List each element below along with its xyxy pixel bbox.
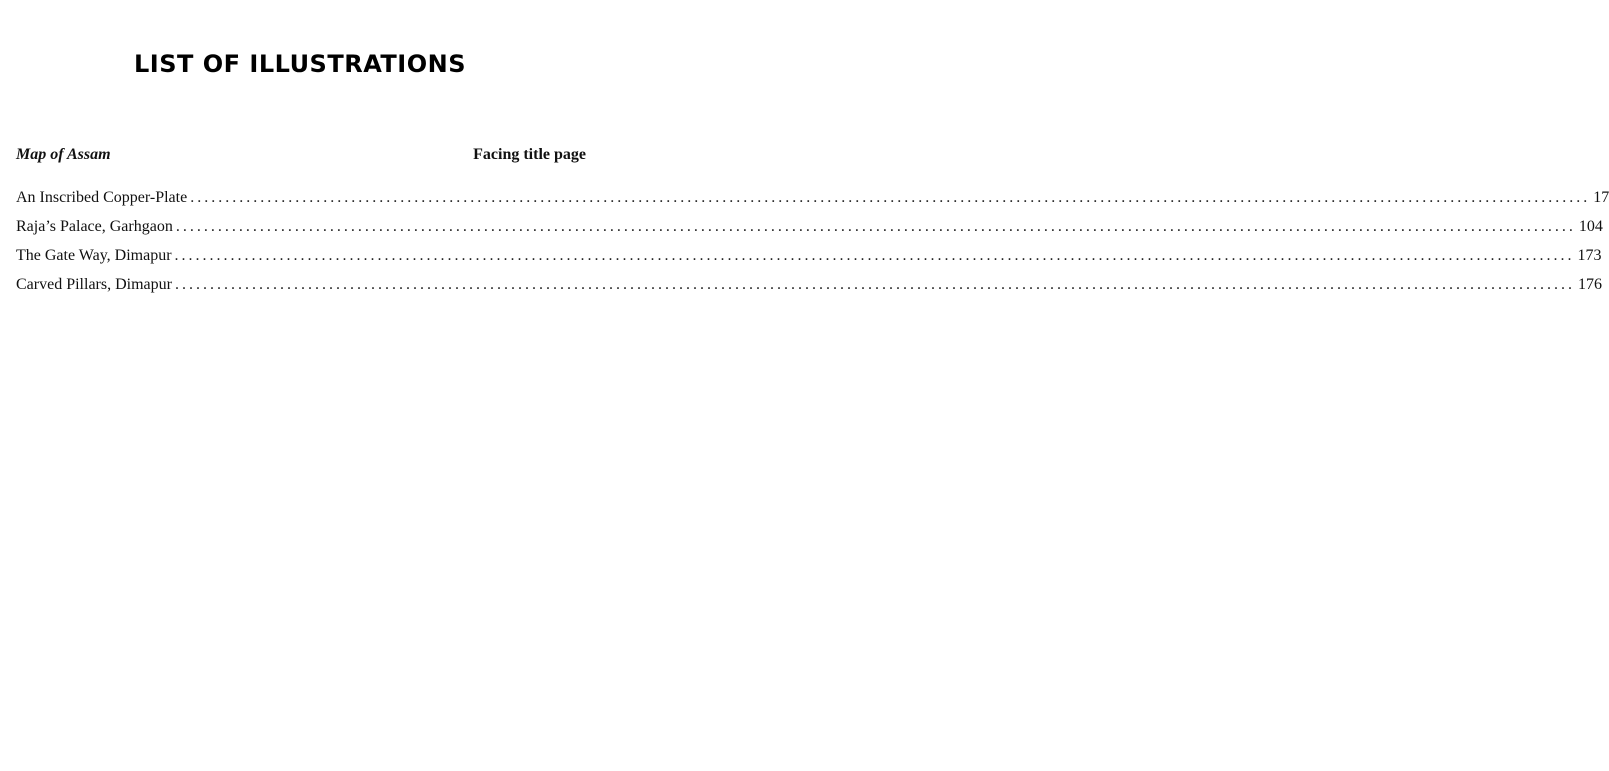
page-number: 104	[1578, 218, 1603, 235]
map-entry-row	[16, 146, 586, 164]
page-number: 176	[1577, 276, 1602, 293]
illustration-entry	[16, 247, 1602, 276]
illustration-entry	[16, 189, 1609, 218]
page-title: LIST OF ILLUSTRATIONS	[134, 50, 466, 78]
illustration-title: An Inscribed Copper-Plate	[16, 189, 188, 206]
illustration-entry	[16, 218, 1603, 247]
illustration-title: Carved Pillars, Dimapur	[16, 276, 172, 293]
illustration-list	[16, 189, 1609, 305]
illustration-title: The Gate Way, Dimapur	[16, 247, 172, 264]
page-number: 17	[1593, 189, 1609, 206]
dot-leader: ........................................................................................................................................................................................................	[174, 247, 1575, 264]
dot-leader: ........................................................................................................................................................................................................	[175, 218, 1576, 235]
dot-leader: ........................................................................................................................................................................................................	[174, 276, 1575, 293]
page-number: 173	[1577, 247, 1602, 264]
illustration-title: Raja’s Palace, Garhgaon	[16, 218, 173, 235]
map-entry-location: Facing title page	[473, 146, 586, 163]
illustration-entry	[16, 276, 1602, 305]
map-entry-label: Map of Assam	[16, 146, 111, 163]
dot-leader: ........................................................................................................................................................................................................	[190, 189, 1591, 206]
